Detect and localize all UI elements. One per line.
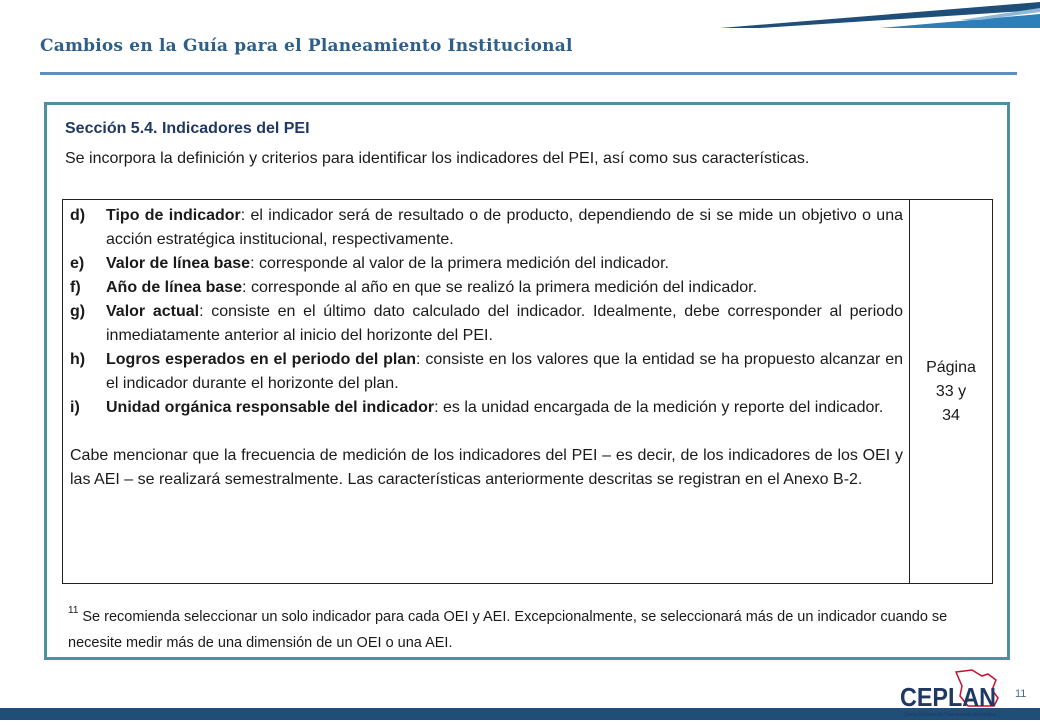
- item-text: : consiste en el último dato calculado del indicador. Idealmente, debe corresponder al periodo inmediatamente anterior al inicio del horizonte del PEI.: [106, 303, 904, 344]
- item-marker: i): [70, 399, 80, 416]
- footnote-number: 11: [68, 605, 79, 616]
- svg-text:Centro Nacional de Planeamient: Centro Nacional de Planeamiento Estratégico: [904, 712, 997, 718]
- item-text: : consiste en los valores que la entidad se ha propuesto alcanzar en el indicador durante el horizonte del plan.: [106, 351, 903, 392]
- item-marker: e): [70, 255, 85, 272]
- slide-title: Cambios en la Guía para el Planeamiento Institucional: [40, 36, 573, 56]
- page-number: 11: [1015, 688, 1027, 700]
- list-item: [70, 276, 903, 300]
- list-item: [70, 348, 903, 396]
- item-marker: h): [70, 351, 86, 368]
- item-marker: d): [70, 207, 86, 224]
- ceplan-logo: [898, 668, 1010, 720]
- page-ref-line: Página: [926, 358, 976, 376]
- list-item: [70, 300, 903, 348]
- bottom-band: [0, 708, 1040, 720]
- table-cell-page-reference: [910, 200, 992, 583]
- page-ref-line: 33 y: [935, 382, 967, 400]
- item-text: : el indicador será de resultado o de producto, dependiendo de si se mide un objetivo o una acción estratégica institucional, respectivamente.: [106, 207, 904, 248]
- list-item: [70, 396, 903, 420]
- item-term: Año de línea base: [106, 279, 243, 296]
- item-term: Logros esperados en el periodo del plan: [106, 351, 417, 368]
- title-rule: [40, 72, 1017, 75]
- list-item: [70, 204, 903, 252]
- list-item: [70, 252, 903, 276]
- item-text: : corresponde al año en que se realizó la primera medición del indicador.: [242, 279, 758, 296]
- section-intro: Se incorpora la definición y criterios para identificar los indicadores del PEI, así como sus características.: [65, 150, 810, 167]
- item-term: Tipo de indicador: [106, 207, 241, 224]
- item-term: Unidad orgánica responsable del indicador: [106, 399, 435, 416]
- item-text: : es la unidad encargada de la medición y reporte del indicador.: [434, 399, 884, 416]
- item-term: Valor actual: [106, 303, 200, 320]
- item-term: Valor de línea base: [106, 255, 251, 272]
- item-marker: g): [70, 303, 86, 320]
- footnote-text: Se recomienda seleccionar un solo indicador para cada OEI y AEI. Excepcionalmente, se seleccionará más de un indicador cuando se necesite medir más de una dimensión de un OEI o una AEI.: [68, 609, 948, 651]
- indicator-table: [62, 199, 993, 584]
- item-marker: f): [70, 279, 81, 296]
- item-text: : corresponde al valor de la primera medición del indicador.: [250, 255, 669, 272]
- svg-text:CEPLAN: CEPLAN: [900, 682, 996, 712]
- table-cell-description: [63, 200, 910, 583]
- top-decorative-band: [0, 0, 1040, 28]
- page-reference: [926, 356, 976, 428]
- footnote: [68, 598, 988, 656]
- closing-paragraph: Cabe mencionar que la frecuencia de medición de los indicadores del PEI – es decir, de los indicadores de los OEI y las AEI – se realizará semestralmente. Las características anteriormente descritas se registran en el Anexo B-2.: [70, 447, 903, 488]
- section-heading: Sección 5.4. Indicadores del PEI: [65, 120, 310, 137]
- page-ref-line: 34: [942, 406, 960, 424]
